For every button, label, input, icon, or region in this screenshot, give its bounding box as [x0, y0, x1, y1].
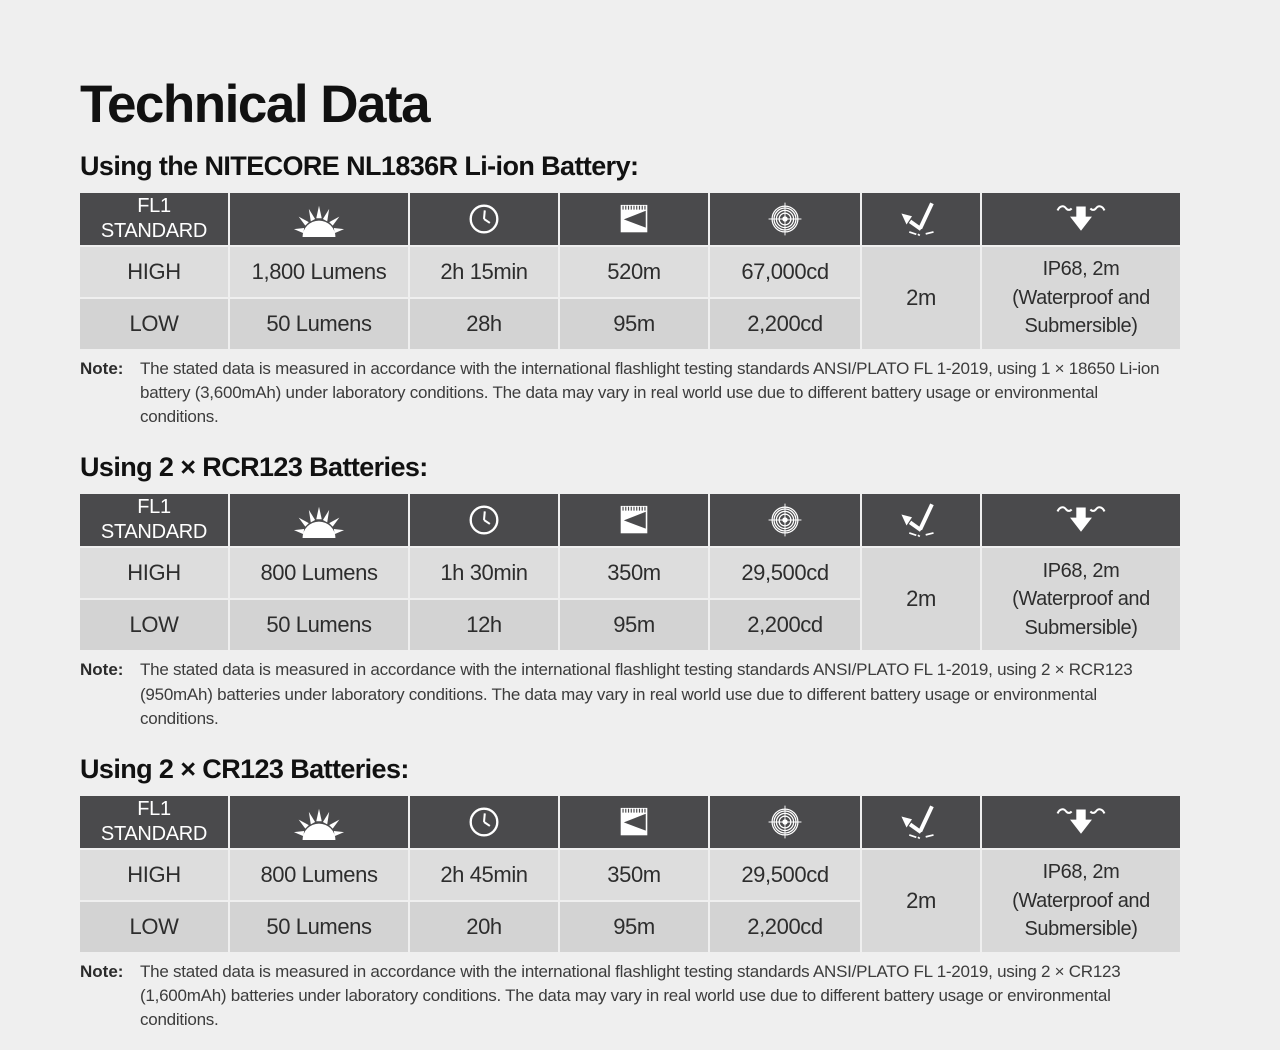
lumens-sun-icon	[230, 796, 408, 848]
note-text: The stated data is measured in accordance with the international flashlight testing standards ANSI/PLATO FL 1-2019, using 1 × 18650 Li-ion battery (3,600mAh) under laboratory conditions. The data may vary in real world use due to different battery usage or environmental conditions.	[140, 359, 1160, 427]
ip-rating-line3: Submersible)	[1024, 616, 1138, 639]
fl1-standard-header	[80, 494, 228, 546]
intensity-value: 29,500cd	[710, 548, 860, 598]
lumens-sun-icon	[230, 494, 408, 546]
mode-label: HIGH	[80, 850, 228, 900]
waterproof-submersible-icon	[982, 796, 1180, 848]
note-label: Note:	[80, 359, 124, 379]
impact-resistance-value: 2m	[862, 247, 980, 349]
runtime-value: 28h	[410, 299, 558, 349]
runtime-value: 2h 45min	[410, 850, 558, 900]
spec-table-nl1836r	[80, 193, 1180, 349]
intensity-value: 29,500cd	[710, 850, 860, 900]
beam-intensity-icon	[710, 796, 860, 848]
ip-rating-line1: IP68, 2m	[1042, 861, 1120, 884]
lumens-sun-icon	[230, 193, 408, 245]
runtime-value: 12h	[410, 600, 558, 650]
ip-rating-line2: (Waterproof and	[1012, 286, 1150, 309]
lumens-value: 50 Lumens	[230, 600, 408, 650]
mode-label: LOW	[80, 902, 228, 952]
runtime-value: 20h	[410, 902, 558, 952]
impact-resistance-icon	[862, 796, 980, 848]
section-heading-rcr123: Using 2 × RCR123 Batteries:	[80, 452, 428, 483]
ip-rating-value	[982, 548, 1180, 650]
fl1-label-line2: STANDARD	[100, 220, 208, 243]
beam-distance-icon	[560, 796, 708, 848]
ip-rating-value	[982, 850, 1180, 952]
fl1-label-line2: STANDARD	[100, 822, 208, 845]
intensity-value: 2,200cd	[710, 902, 860, 952]
intensity-value: 2,200cd	[710, 600, 860, 650]
mode-label: LOW	[80, 299, 228, 349]
impact-resistance-icon	[862, 193, 980, 245]
section-cr123	[80, 754, 1200, 1032]
ip-rating-line1: IP68, 2m	[1042, 258, 1120, 281]
fl1-standard-header	[80, 796, 228, 848]
lumens-value: 1,800 Lumens	[230, 247, 408, 297]
mode-label: LOW	[80, 600, 228, 650]
section-heading-nl1836r: Using the NITECORE NL1836R Li-ion Battery:	[80, 151, 639, 181]
lumens-value: 800 Lumens	[230, 850, 408, 900]
ip-rating-line3: Submersible)	[1024, 315, 1138, 338]
intensity-value: 67,000cd	[710, 247, 860, 297]
runtime-clock-icon	[410, 193, 558, 245]
runtime-value: 2h 15min	[410, 247, 558, 297]
page-title: Technical Data	[80, 75, 430, 134]
note-label: Note:	[80, 660, 124, 680]
distance-value: 350m	[560, 850, 708, 900]
section-nl1836r	[80, 151, 1200, 429]
impact-resistance-value: 2m	[862, 548, 980, 650]
ip-rating-line2: (Waterproof and	[1012, 889, 1150, 912]
waterproof-submersible-icon	[982, 494, 1180, 546]
runtime-clock-icon	[410, 494, 558, 546]
beam-intensity-icon	[710, 193, 860, 245]
section-rcr123	[80, 452, 1200, 730]
fl1-label-line1: FL1	[137, 797, 171, 820]
spec-table-cr123	[80, 796, 1180, 952]
note-rcr123	[80, 658, 1190, 730]
beam-distance-icon	[560, 494, 708, 546]
distance-value: 95m	[560, 902, 708, 952]
runtime-value: 1h 30min	[410, 548, 558, 598]
ip-rating-line1: IP68, 2m	[1042, 559, 1120, 582]
ip-rating-line2: (Waterproof and	[1012, 588, 1150, 611]
distance-value: 520m	[560, 247, 708, 297]
distance-value: 95m	[560, 600, 708, 650]
beam-distance-icon	[560, 193, 708, 245]
impact-resistance-icon	[862, 494, 980, 546]
beam-intensity-icon	[710, 494, 860, 546]
distance-value: 95m	[560, 299, 708, 349]
spec-table-rcr123	[80, 494, 1180, 650]
mode-label: HIGH	[80, 548, 228, 598]
waterproof-submersible-icon	[982, 193, 1180, 245]
intensity-value: 2,200cd	[710, 299, 860, 349]
fl1-label-line2: STANDARD	[100, 521, 208, 544]
distance-value: 350m	[560, 548, 708, 598]
note-label: Note:	[80, 961, 124, 981]
note-nl1836r	[80, 357, 1190, 429]
note-cr123	[80, 960, 1190, 1032]
ip-rating-line3: Submersible)	[1024, 918, 1138, 941]
runtime-clock-icon	[410, 796, 558, 848]
ip-rating-value	[982, 247, 1180, 349]
lumens-value: 50 Lumens	[230, 902, 408, 952]
lumens-value: 50 Lumens	[230, 299, 408, 349]
note-text: The stated data is measured in accordance with the international flashlight testing standards ANSI/PLATO FL 1-2019, using 2 × CR123 (1,600mAh) batteries under laboratory conditions. The data may vary in real world use due to different battery usage or environmental conditions.	[140, 961, 1121, 1030]
mode-label: HIGH	[80, 247, 228, 297]
impact-resistance-value: 2m	[862, 850, 980, 952]
lumens-value: 800 Lumens	[230, 548, 408, 598]
note-text: The stated data is measured in accordance with the international flashlight testing standards ANSI/PLATO FL 1-2019, using 2 × RCR123 (950mAh) batteries under laboratory conditions. The data may vary in real world use due to different battery usage or environmental conditions.	[140, 660, 1133, 728]
section-heading-cr123: Using 2 × CR123 Batteries:	[80, 753, 409, 784]
fl1-label-line1: FL1	[137, 195, 171, 218]
fl1-standard-header	[80, 193, 228, 245]
fl1-label-line1: FL1	[137, 496, 171, 519]
